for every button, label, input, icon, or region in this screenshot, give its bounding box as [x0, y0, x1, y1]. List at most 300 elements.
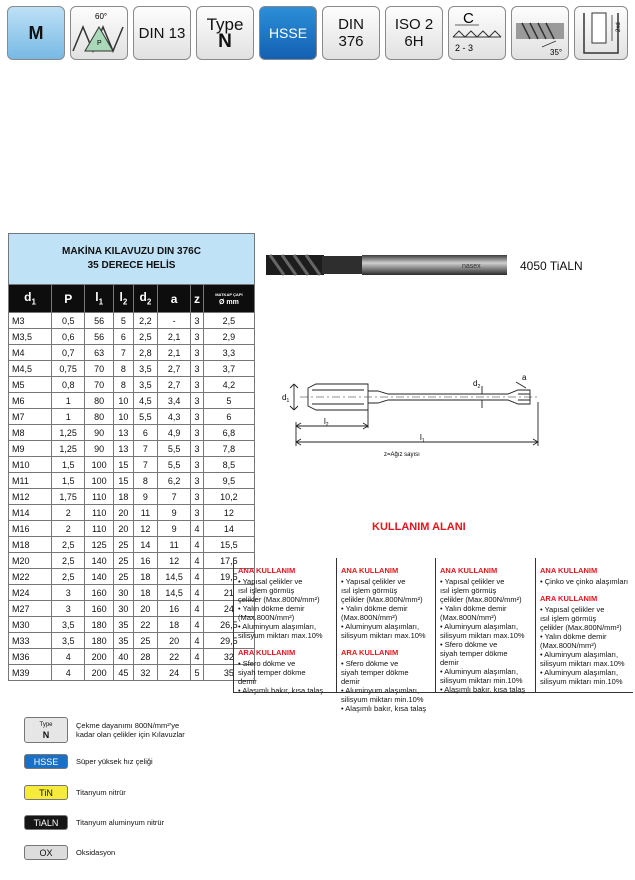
- table-row: [9, 489, 255, 505]
- table-row: [9, 329, 255, 345]
- legend-description: [76, 788, 126, 797]
- table-cell: 45: [114, 665, 134, 681]
- table-cell: 3: [191, 409, 204, 425]
- legend-badge: [24, 754, 68, 769]
- table-cell: 10: [114, 409, 134, 425]
- main-usage-heading: ANA KULLANIM: [440, 566, 498, 575]
- table-cell: 0,8: [52, 377, 85, 393]
- drill-header-bottom: Ø mm: [218, 298, 239, 306]
- table-cell: 9,5: [203, 473, 254, 489]
- table-cell: M22: [9, 569, 52, 585]
- din376-icon: [322, 6, 380, 60]
- table-cell: 3,7: [203, 361, 254, 377]
- table-cell: 3,5: [133, 377, 157, 393]
- table-cell: 8: [114, 377, 134, 393]
- table-cell: 32: [203, 649, 254, 665]
- legend-item: [24, 717, 185, 743]
- table-cell: 6: [133, 425, 157, 441]
- table-row: [9, 649, 255, 665]
- table-cell: 4,3: [158, 409, 191, 425]
- table-cell: 16: [158, 601, 191, 617]
- usage-bottom-rule: [233, 692, 633, 693]
- table-cell: M4,5: [9, 361, 52, 377]
- header-d2: $d_2$: [133, 285, 157, 313]
- table-cell: 100: [85, 473, 114, 489]
- table-cell: 70: [85, 361, 114, 377]
- table-cell: 17,5: [203, 553, 254, 569]
- table-row: [9, 345, 255, 361]
- din376-line1: DIN: [338, 16, 364, 33]
- iso2-icon: [385, 6, 443, 60]
- usage-panel: [535, 558, 633, 692]
- table-body: [9, 313, 255, 681]
- table-cell: 7: [133, 457, 157, 473]
- table-cell: 20: [133, 601, 157, 617]
- table-cell: 180: [85, 617, 114, 633]
- table-cell: 70: [85, 377, 114, 393]
- main-usage-item: • Aluminyum alaşımları,: [440, 667, 519, 676]
- table-cell: 15: [114, 473, 134, 489]
- type-label: Type: [206, 15, 244, 34]
- table-cell: 9: [158, 505, 191, 521]
- table-cell: 4: [52, 665, 85, 681]
- table-cell: 11: [133, 505, 157, 521]
- table-cell: 160: [85, 601, 114, 617]
- table-cell: 9: [158, 521, 191, 537]
- table-cell: 12: [203, 505, 254, 521]
- table-cell: 29,5: [203, 633, 254, 649]
- table-cell: 4: [191, 553, 204, 569]
- chamfer-range-label: 2 - 3: [455, 43, 474, 53]
- table-cell: 14: [203, 521, 254, 537]
- table-cell: 8: [114, 361, 134, 377]
- table-row: [9, 473, 255, 489]
- main-usage-item: • Aluminyum alaşımları,: [341, 622, 420, 631]
- table-row: [9, 313, 255, 329]
- legend-badge-label: TiALN: [33, 817, 59, 828]
- table-cell: 90: [85, 441, 114, 457]
- table-cell: 3: [52, 601, 85, 617]
- table-cell: 25: [114, 537, 134, 553]
- table-cell: 22: [158, 649, 191, 665]
- table-cell: 5,5: [133, 409, 157, 425]
- legend-text-line: Titanyum aluminyum nitrür: [76, 818, 165, 827]
- table-row: [9, 633, 255, 649]
- table-cell: 180: [85, 633, 114, 649]
- table-title-line1: MAKİNA KILAVUZU DIN 376C: [62, 246, 201, 257]
- table-cell: 0,5: [52, 313, 85, 329]
- table-cell: 1: [52, 409, 85, 425]
- table-cell: 4: [191, 649, 204, 665]
- table-cell: 4: [191, 633, 204, 649]
- table-cell: 16: [133, 553, 157, 569]
- table-cell: 40: [114, 649, 134, 665]
- table-row: [9, 361, 255, 377]
- table-cell: 1,25: [52, 425, 85, 441]
- secondary-usage-item: • Sfero dökme ve: [341, 659, 399, 668]
- din376-line2: 376: [338, 33, 364, 50]
- secondary-usage-item: silisyum miktarı max.10%: [540, 659, 625, 668]
- thread-profile-icon: [71, 7, 127, 59]
- table-cell: 2,7: [158, 361, 191, 377]
- main-usage-item: çelikler (Max.800N/mm²): [341, 595, 423, 604]
- table-cell: M7: [9, 409, 52, 425]
- table-cell: M9: [9, 441, 52, 457]
- usage-panel: [336, 558, 435, 713]
- table-cell: 8: [133, 473, 157, 489]
- table-cell: 24: [158, 665, 191, 681]
- table-cell: 20: [114, 521, 134, 537]
- table-cell: 3,4: [158, 393, 191, 409]
- header-z: z: [191, 285, 204, 313]
- table-cell: 2,7: [158, 377, 191, 393]
- table-cell: M36: [9, 649, 52, 665]
- usage-panel: [435, 558, 535, 692]
- table-cell: 125: [85, 537, 114, 553]
- main-usage-heading: ANA KULLANIM: [238, 566, 296, 575]
- legend-item: [24, 754, 153, 769]
- legend-badge: [24, 845, 68, 860]
- main-usage-item: ısıl işlem görmüş: [238, 586, 295, 595]
- main-usage-item: • Yalın dökme demir: [440, 604, 507, 613]
- table-cell: 25: [114, 569, 134, 585]
- table-cell: 4: [191, 617, 204, 633]
- table-cell: 56: [85, 329, 114, 345]
- secondary-usage-item: • Aluminyum alaşımları,: [540, 650, 619, 659]
- table-cell: 0,7: [52, 345, 85, 361]
- table-cell: M5: [9, 377, 52, 393]
- chamfer-icon: [448, 6, 506, 60]
- table-cell: 80: [85, 409, 114, 425]
- table-cell: -: [158, 313, 191, 329]
- header-l2: $l_2$: [114, 285, 134, 313]
- table-cell: 110: [85, 489, 114, 505]
- spiral-tap-icon: [512, 7, 568, 59]
- a-label: a: [522, 373, 527, 382]
- table-cell: 2,1: [158, 345, 191, 361]
- main-usage-item: silisyum miktarı max.10%: [440, 631, 525, 640]
- table-cell: 8,5: [203, 457, 254, 473]
- l1-label: $l_1$: [420, 433, 425, 444]
- legend-text-line: kadar olan çelikler için Kılavuzlar: [76, 730, 185, 739]
- table-cell: 30: [114, 585, 134, 601]
- table-cell: 3: [191, 329, 204, 345]
- table-cell: 160: [85, 585, 114, 601]
- table-cell: 25: [114, 553, 134, 569]
- table-cell: 15,5: [203, 537, 254, 553]
- table-cell: 2: [52, 521, 85, 537]
- table-cell: 4,2: [203, 377, 254, 393]
- table-cell: 35: [114, 633, 134, 649]
- main-usage-heading: ANA KULLANIM: [341, 566, 399, 575]
- legend-item: [24, 785, 126, 800]
- table-cell: 2,9: [203, 329, 254, 345]
- table-cell: 5,5: [158, 457, 191, 473]
- table-cell: M4: [9, 345, 52, 361]
- table-cell: 32: [133, 665, 157, 681]
- legend-description: [76, 721, 185, 739]
- table-row: [9, 505, 255, 521]
- table-cell: 10: [114, 393, 134, 409]
- table-cell: 3: [52, 585, 85, 601]
- table-row: [9, 441, 255, 457]
- secondary-usage-item: (Max.800N/mm²): [540, 641, 597, 650]
- table-cell: M20: [9, 553, 52, 569]
- table-cell: 4,5: [133, 393, 157, 409]
- l2-label: $l_2$: [324, 417, 329, 428]
- legend-badge-value: N: [42, 730, 50, 740]
- table-cell: 4: [191, 585, 204, 601]
- type-n-icon: [196, 6, 254, 60]
- table-cell: 7: [114, 345, 134, 361]
- table-cell: 3,3: [203, 345, 254, 361]
- table-cell: 5: [114, 313, 134, 329]
- table-cell: 3,5: [52, 633, 85, 649]
- table-cell: 10,2: [203, 489, 254, 505]
- table-cell: 26,5: [203, 617, 254, 633]
- table-cell: 2,1: [158, 329, 191, 345]
- table-cell: 3: [191, 489, 204, 505]
- table-cell: 5,5: [158, 441, 191, 457]
- usage-panel: [233, 558, 336, 695]
- legend-text-line: Çekme dayanımı 800N/mm²'ye: [76, 721, 180, 730]
- iso-line2: 6H: [404, 33, 424, 50]
- depth-label: 2xd: [616, 22, 622, 32]
- drill-header-top: MATKAP ÇAPI: [215, 291, 243, 297]
- table-cell: 18: [114, 489, 134, 505]
- header-drill: [203, 285, 254, 313]
- table-cell: 3: [191, 441, 204, 457]
- table-cell: 63: [85, 345, 114, 361]
- table-cell: 7: [133, 441, 157, 457]
- table-cell: 3: [191, 425, 204, 441]
- main-usage-item: siyah temper dökme: [440, 649, 508, 658]
- main-usage-item: • Çinko ve çinko alaşımları: [540, 577, 629, 586]
- table-cell: M11: [9, 473, 52, 489]
- spiral-angle-label: 35°: [550, 48, 563, 57]
- table-cell: 200: [85, 665, 114, 681]
- table-cell: 30: [114, 601, 134, 617]
- main-usage-item: silisyum miktarı max.10%: [341, 631, 426, 640]
- table-cell: M3,5: [9, 329, 52, 345]
- main-usage-item: çelikler (Max.800N/mm²): [238, 595, 320, 604]
- table-cell: 2,5: [133, 329, 157, 345]
- table-cell: 5: [203, 393, 254, 409]
- table-title: [9, 234, 255, 285]
- table-row: [9, 521, 255, 537]
- table-cell: 2,8: [133, 345, 157, 361]
- secondary-usage-heading: ARA KULLANIM: [238, 648, 296, 657]
- table-cell: 28: [133, 649, 157, 665]
- table-cell: 80: [85, 393, 114, 409]
- spiral-flute-icon: [511, 6, 569, 60]
- main-usage-item: (Max.800N/mm²): [440, 613, 497, 622]
- main-usage-item: • Alaşımlı bakır, kısa talaş: [440, 685, 526, 694]
- flute-count-caption: z=Ağız sayısı: [384, 452, 420, 458]
- table-cell: 11: [158, 537, 191, 553]
- secondary-usage-item: • Yalın dökme demir: [540, 632, 607, 641]
- tap-dimension-table: [8, 233, 255, 681]
- table-cell: 200: [85, 649, 114, 665]
- table-cell: 1,75: [52, 489, 85, 505]
- table-cell: 6,2: [158, 473, 191, 489]
- legend-badge-label: Type: [39, 722, 53, 728]
- main-usage-item: • Aluminyum alaşımları,: [440, 622, 519, 631]
- table-cell: M24: [9, 585, 52, 601]
- table-cell: 4: [52, 649, 85, 665]
- table-cell: 3,5: [133, 361, 157, 377]
- table-cell: 20: [114, 505, 134, 521]
- header-a: a: [158, 285, 191, 313]
- table-cell: M16: [9, 521, 52, 537]
- table-cell: 3: [191, 505, 204, 521]
- secondary-usage-item: çelikler (Max.800N/mm²): [540, 623, 622, 632]
- table-cell: 4: [191, 569, 204, 585]
- table-cell: 1,5: [52, 473, 85, 489]
- tap-coating-label: 4050 TiALN: [520, 259, 583, 273]
- main-usage-item: demir: [440, 658, 459, 667]
- table-cell: 14,5: [158, 569, 191, 585]
- legend-text-line: Titanyum nitrür: [76, 788, 126, 797]
- main-usage-item: (Max.800N/mm²): [341, 613, 398, 622]
- table-cell: 2,5: [52, 569, 85, 585]
- secondary-usage-heading: ARA KULLANIM: [341, 648, 399, 657]
- table-row: [9, 601, 255, 617]
- table-cell: 1,25: [52, 441, 85, 457]
- table-cell: 5: [191, 665, 204, 681]
- legend-badge: [24, 717, 68, 743]
- table-cell: 1: [52, 393, 85, 409]
- main-usage-item: ısıl işlem görmüş: [341, 586, 398, 595]
- table-row: [9, 409, 255, 425]
- table-cell: 6: [203, 409, 254, 425]
- table-cell: 12: [133, 521, 157, 537]
- table-cell: 24: [203, 601, 254, 617]
- table-cell: 2,2: [133, 313, 157, 329]
- table-cell: M27: [9, 601, 52, 617]
- table-row: [9, 537, 255, 553]
- table-cell: 14,5: [158, 585, 191, 601]
- table-cell: 90: [85, 425, 114, 441]
- table-row: [9, 425, 255, 441]
- main-usage-item: • Yapısal çelikler ve: [440, 577, 505, 586]
- table-cell: 140: [85, 569, 114, 585]
- legend-description: [76, 848, 115, 857]
- type-value: N: [218, 31, 232, 52]
- thread-angle-icon: [70, 6, 128, 60]
- usage-title: KULLANIM ALANI: [372, 521, 466, 533]
- table-cell: M10: [9, 457, 52, 473]
- secondary-usage-item: silisyum miktarı min.10%: [540, 677, 623, 686]
- main-usage-item: (Max.800N/mm²): [238, 613, 295, 622]
- table-cell: M30: [9, 617, 52, 633]
- hsse-icon: HSSE: [259, 6, 317, 60]
- d2-label: $d_2$: [473, 379, 481, 390]
- hole-depth-icon: [576, 7, 626, 59]
- table-cell: 35: [114, 617, 134, 633]
- legend-badge-label: HSSE: [33, 756, 59, 767]
- table-cell: M6: [9, 393, 52, 409]
- table-row: [9, 553, 255, 569]
- angle-label: 60°: [95, 12, 108, 21]
- table-cell: 0,6: [52, 329, 85, 345]
- table-row: [9, 585, 255, 601]
- main-usage-item: silisyum miktarı min.10%: [440, 676, 523, 685]
- secondary-usage-item: silisyum miktarı min.10%: [341, 695, 424, 704]
- table-row: [9, 665, 255, 681]
- table-title-line2: 35 DERECE HELİS: [87, 260, 176, 271]
- table-cell: 19,5: [203, 569, 254, 585]
- table-cell: 18: [158, 617, 191, 633]
- table-cell: 6: [114, 329, 134, 345]
- table-cell: 140: [85, 553, 114, 569]
- main-usage-item: çelikler (Max.800N/mm²): [440, 595, 522, 604]
- legend-text-line: Oksidasyon: [76, 848, 116, 857]
- secondary-usage-item: ısıl işlem görmüş: [540, 614, 597, 623]
- table-row: [9, 457, 255, 473]
- main-usage-item: ısıl işlem görmüş: [440, 586, 497, 595]
- table-cell: M14: [9, 505, 52, 521]
- table-cell: 2,5: [203, 313, 254, 329]
- iso-line1: ISO 2: [394, 16, 434, 33]
- table-header-row: [9, 285, 255, 313]
- legend-badge: [24, 785, 68, 800]
- metric-thread-icon: M: [7, 6, 65, 60]
- main-usage-item: silisyum miktarı max.10%: [238, 631, 323, 640]
- main-usage-item: • Yapısal çelikler ve: [238, 577, 303, 586]
- secondary-usage-item: • Alaşımlı bakır, kısa talaş: [238, 686, 324, 695]
- table-cell: 4: [191, 601, 204, 617]
- table-cell: 7: [158, 489, 191, 505]
- secondary-usage-item: demir: [238, 677, 257, 686]
- table-cell: 4,9: [158, 425, 191, 441]
- tap-photo: [262, 250, 512, 280]
- table-cell: 1,5: [52, 457, 85, 473]
- table-cell: M39: [9, 665, 52, 681]
- secondary-usage-item: siyah temper dökme: [238, 668, 306, 677]
- table-cell: 3: [191, 345, 204, 361]
- chamfer-c-label: C: [463, 10, 474, 27]
- header-l1: $l_1$: [85, 285, 114, 313]
- table-cell: 6,8: [203, 425, 254, 441]
- table-cell: 4: [191, 521, 204, 537]
- table-cell: 4: [191, 537, 204, 553]
- table-cell: 18: [133, 569, 157, 585]
- legend-item: [24, 845, 115, 860]
- main-usage-item: • Aluminyum alaşımları,: [238, 622, 317, 631]
- table-cell: 110: [85, 505, 114, 521]
- table-cell: 22: [133, 617, 157, 633]
- pitch-label: P: [97, 40, 102, 47]
- table-cell: 3: [191, 457, 204, 473]
- table-cell: M12: [9, 489, 52, 505]
- table-row: [9, 393, 255, 409]
- table-cell: M3: [9, 313, 52, 329]
- tap-technical-drawing: [268, 362, 558, 462]
- din13-icon: DIN 13: [133, 6, 191, 60]
- table-cell: 3: [191, 377, 204, 393]
- secondary-usage-item: • Yapısal çelikler ve: [540, 605, 605, 614]
- header-d1: $d_1$: [9, 285, 52, 313]
- tap-brand: nasex: [462, 263, 481, 270]
- table-cell: 21: [203, 585, 254, 601]
- table-cell: 7,8: [203, 441, 254, 457]
- header-p: P: [52, 285, 85, 313]
- table-cell: 0,75: [52, 361, 85, 377]
- table-cell: 3,5: [52, 617, 85, 633]
- table-cell: 35: [203, 665, 254, 681]
- table-cell: 3: [191, 393, 204, 409]
